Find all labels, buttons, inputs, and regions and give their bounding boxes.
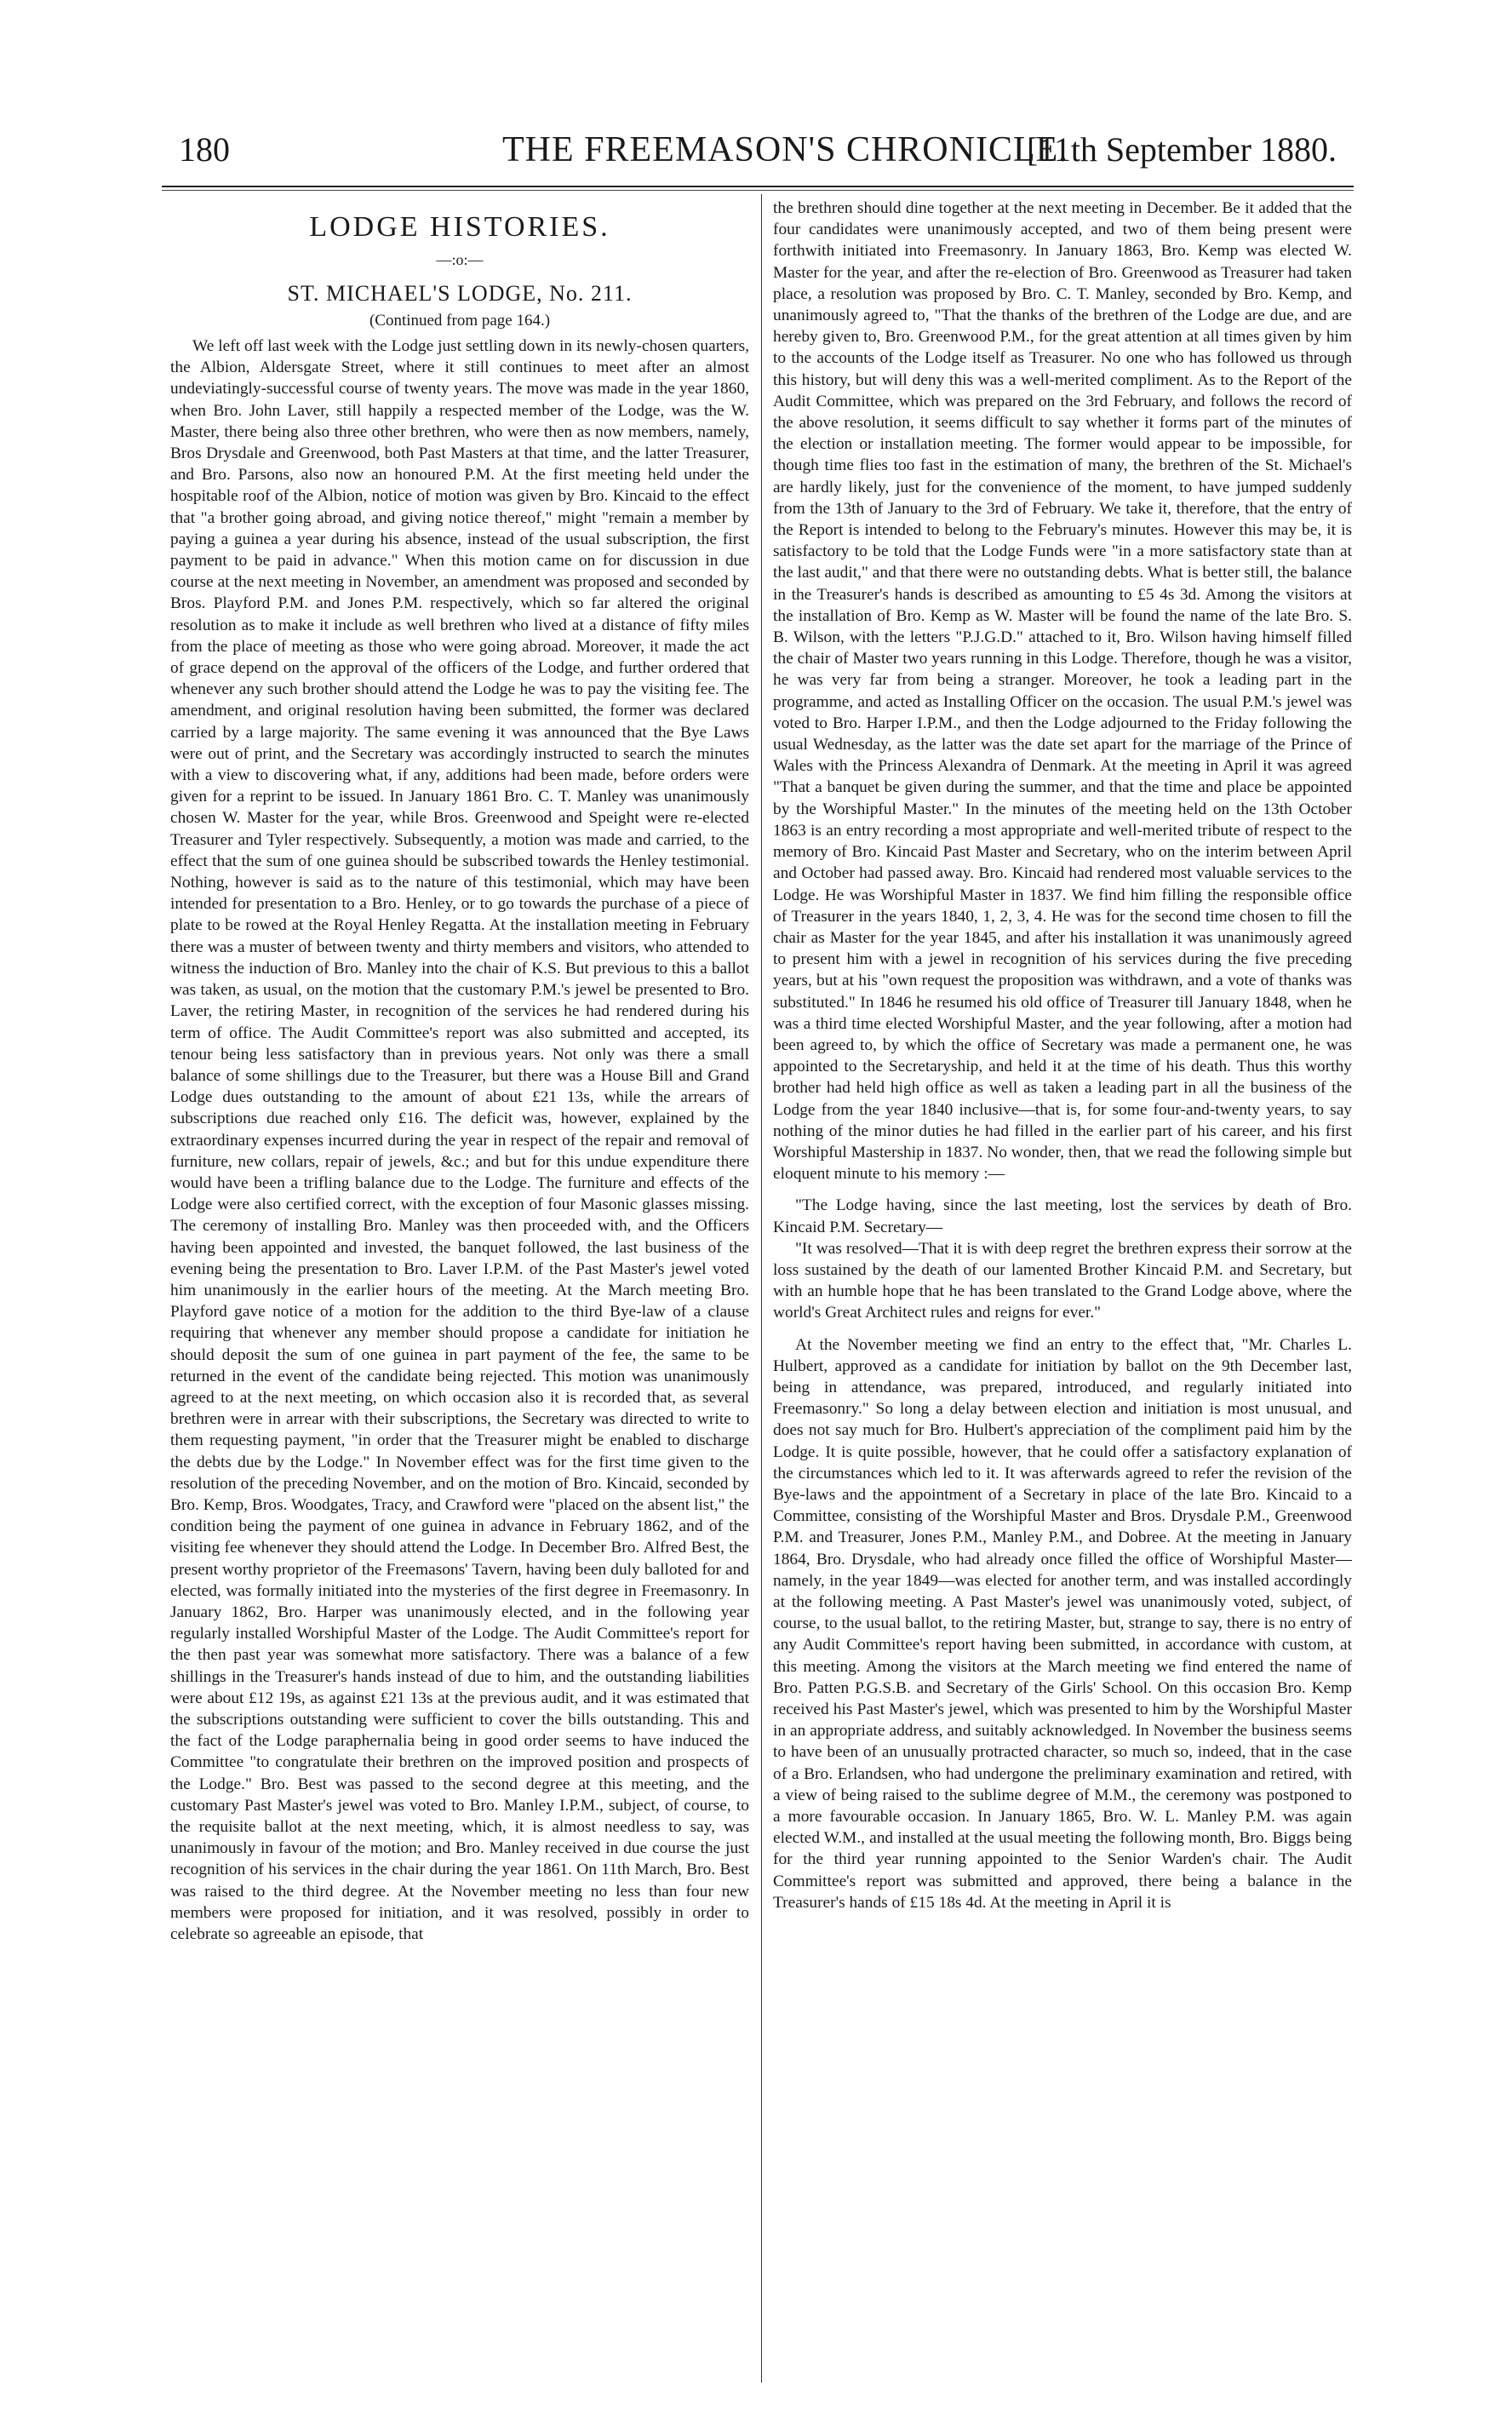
newspaper-title: THE FREEMASON'S CHRONICLE. — [502, 130, 1068, 169]
quote-paragraph: "The Lodge having, since the last meeting, lost the services by death of Bro. Kincaid P.M. Secretary— — [773, 1196, 1352, 1236]
article-paragraph: the brethren should dine together at the next meeting in December. Be it added that the four candidates were unanimously accepted, and two of them being present were forthwith initiated into Freemasonry. In January 1863, Bro. Kemp was elected W. Master for the year, and after the re-election of Bro. Greenwood as Treasurer had taken place, a resolution was proposed by Bro. C. T. Manley, seconded by Bro. Kemp, and unanimously agreed to, "That the thanks of the brethren of the Lodge are due, and are hereby given to, Bro. Greenwood P.M., for the great attention at all times given by him to the accounts of the Lodge itself as Treasurer. No one who has followed us through this history, but will deny this was a well-merited compliment. As to the Report of the Audit Committee, which was prepared on the 3rd February, and follows the record of the above resolution, it seems difficult to say whether it forms part of the minutes of the election or installation meeting. The former would appear to be impossible, for though time flies too fast in the estimation of many, the brethren of the St. Michael's are hardly likely, just for the convenience of the moment, to have jumped suddenly from the 13th of January to the 3rd of February. We take it, therefore, that the entry of the Report is intended to belong to the February's minutes. However this may be, it is satisfactory to be told that the Lodge Funds were "in a more satisfactory state than at the last audit," and that there were no outstanding debts. What is better still, the balance in the Treasurer's hands is described as amounting to £5 4s 3d. Among the visitors at the installation of Bro. Kemp as W. Master will be found the name of the late Bro. S. B. Wilson, with the letters "P.J.G.D." attached to it, Bro. Wilson having himself filled the chair of Master two years running in this Lodge. Therefore, though he was a visitor, he was very far from being a stranger. Moreover, he took a leading part in the programme, and acted as Installing Officer on the occasion. The usual P.M.'s jewel was voted to Bro. Harper I.P.M., and then the Lodge adjourned to the Friday following the usual Wednesday, as the latter was the date set apart for the marriage of the Prince of Wales with the Princess Alexandra of Denmark. At the meeting in April it was agreed "That a banquet be given during the summer, and that the time and place be appointed by the Worshipful Master." In the minutes of the meeting held on the 13th October 1863 is an entry recording a most appropriate and well-merited tribute of respect to the memory of Bro. Kincaid Past Master and Secretary, who on the interim between April and October had passed away. Bro. Kincaid had rendered most valuable services to the Lodge. He was Worshipful Master in 1837. We find him filling the responsible office of Treasurer in the years 1840, 1, 2, 3, 4. He was for the second time chosen to fill the chair as Master for the year 1845, and after his installation it was unanimously agreed to present him with a jewel in recognition of his services during the five preceding years, but at his "own request the proposition was withdrawn, and a vote of thanks was substituted." In 1846 he resumed his old office of Treasurer till January 1848, when he was a third time elected Worshipful Master, and the year following, after a motion had been agreed to, by which the office of Secretary was made a permanent one, he was appointed to the Secretaryship, and held it at the time of his death. Thus this worthy brother had held high office as well as taken a leading part in all the business of the Lodge from the year 1840 inclusive—that is, for some four-and-twenty years, to say nothing of the minor duties he had filled in the earlier part of his career, and his first Worshipful Mastership in 1837. No wonder, then, that we read the following simple but eloquent minute to his memory :— — [773, 199, 1352, 1184]
issue-date: [11th September 1880. — [1026, 130, 1337, 169]
column-divider — [761, 194, 762, 2383]
article-paragraph: At the November meeting we find an entry to the effect that, "Mr. Charles L. Hulbert, approved as a candidate for initiation by ballot on the 9th December last, being in attendance, was prepared, introduced, and regularly initiated into Freemasonry." So long a delay between election and initiation is most unusual, and does not say much for Bro. Hulbert's appreciation of the compliment paid him by the Lodge. It is quite possible, however, that he could offer a satisfactory explanation of the circumstances which led to it. It was afterwards agreed to refer the revision of the Bye-laws and the appointment of a Secretary in place of the late Bro. Kincaid to a Committee, consisting of the Worshipful Master and Bros. Drysdale P.M., Greenwood P.M. and Treasurer, Jones P.M., Manley P.M., and Dobree. At the meeting in January 1864, Bro. Drysdale, who had already once filled the office of Worshipful Master—namely, in the year 1849—was elected for another term, and was installed accordingly at the following meeting. A Past Master's jewel was unanimously voted, subject, of course, to the usual ballot, to the retiring Master, but, strange to say, there is no entry of any Audit Committee's report having been submitted, in accordance with custom, at this meeting. Among the visitors at the March meeting we find entered the name of Bro. Patten P.G.S.B. and Secretary of the Girls' School. On this occasion Bro. Kemp received his Past Master's jewel, which was presented to him by the Worshipful Master in an appropriate address, and suitably acknowledged. In November the business seems to have been of an unusually protracted character, so much so, indeed, that in the case of a Bro. Erlandsen, who had undergone the preliminary examination and retired, with a view of being raised to the sublime degree of M.M., the ceremony was postponed to a more favourable occasion. In January 1865, Bro. W. L. Manley P.M. was again elected W.M., and installed at the usual meeting the following month, Bro. Biggs being for the third year running appointed to the Senior Warden's chair. The Audit Committee's report was submitted and approved, there being a balance in the Treasurer's hands of £15 18s 4d. At the meeting in April it is — [773, 1335, 1352, 1912]
left-column — [170, 198, 749, 2377]
memorial-minute — [773, 1195, 1352, 1323]
continued-note: (Continued from page 164.) — [369, 312, 551, 330]
quote-paragraph: "It was resolved—That it is with deep regret the brethren express their sorrow at the loss sustained by the death of our lamented Brother Kincaid P.M. and Secretary, but with an humble hope that he has been translated to the Grand Lodge above, where the world's Great Architect rules and reigns for ever." — [773, 1239, 1352, 1322]
lodge-name: ST. MICHAEL'S LODGE, No. 211. — [287, 281, 633, 306]
section-title: LODGE HISTORIES. — [309, 211, 610, 243]
article-paragraph: We left off last week with the Lodge just settling down in its newly-chosen quarters, the Albion, Aldersgate Street, where it still continues to meet after an almost undeviatingly-successful course of twenty years. The move was made in the year 1860, when Bro. John Laver, still happily a respected member of the Lodge, was the W. Master, there being also three other brethren, who were then as now members, namely, Bros Drysdale and Greenwood, both Past Masters at that time, and the latter Treasurer, and Bro. Parsons, also now an honoured P.M. At the first meeting held under the hospitable roof of the Albion, notice of motion was given by Bro. Kincaid to the effect that "a brother going abroad, and giving notice thereof," might "remain a member by paying a guinea a year during his absence, instead of the usual subscription, the first payment to be paid in advance." When this motion came on for discussion in due course at the next meeting in November, an amendment was proposed and seconded by Bros. Playford P.M. and Jones P.M. respectively, which so far altered the original resolution as to make it include as well brethren who lived at a distance of fifty miles from the place of meeting as those who were going abroad. Moreover, it made the act of grace depend on the approval of the officers of the Lodge, and further ordered that whenever any such brother should attend the Lodge he was to pay the visiting fee. The amendment, and original resolution having been submitted, the former was declared carried by a large majority. The same evening it was announced that the Bye Laws were out of print, and the Secretary was accordingly instructed to search the minutes with a view to discovering what, if any, additions had been made, before orders were given for a reprint to be issued. In January 1861 Bro. C. T. Manley was unanimously chosen W. Master for the year, while Bros. Greenwood and Speight were re-elected Treasurer and Tyler respectively. Subsequently, a motion was made and carried, to the effect that the sum of one guinea should be subscribed towards the Henley testimonial. Nothing, however is said as to the nature of this testimonial, which may have been intended for presentation to a Bro. Henley, or to go towards the purchase of a piece of plate to be rowed at the Royal Henley Regatta. At the installation meeting in February there was a muster of between twenty and thirty members and visitors, who attended to witness the induction of Bro. Manley into the chair of K.S. But previous to this a ballot was taken, as usual, on the motion that the customary P.M.'s jewel be presented to Bro. Laver, the retiring Master, in recognition of the services he had rendered during his term of office. The Audit Committee's report was also submitted and accepted, its tenour being less satisfactory than in previous years. Not only was there a small balance of some shillings due to the Treasurer, but there was a House Bill and Grand Lodge dues outstanding to the amount of about £21 13s, while the arrears of subscriptions due reached only £16. The deficit was, however, explained by the extraordinary expenses incurred during the year in respect of the repair and removal of furniture, new collars, repair of jewels, &c.; and but for this undue expenditure there would have been a trifling balance due to the Lodge. The furniture and effects of the Lodge were also certified correct, with the exception of four Masonic glasses missing. The ceremony of installing Bro. Manley was then proceeded with, and the Officers having been appointed and invested, the banquet followed, the last business of the evening being the presentation to Bro. Laver I.P.M. of the Past Master's jewel voted him unanimously in the earlier hours of the meeting. At the March meeting Bro. Playford gave notice of a motion for the addition to the third Bye-law of a clause requiring that whenever any member should propose a candidate for initiation he should deposit the sum of one guinea in part payment of the fee, the same to be returned in the event of the candidate being rejected. This motion was unanimously agreed to at the next meeting, on which occasion also it is recorded that, as several brethren were in arrear with their subscriptions, the Secretary was directed to write to them requesting payment, "in order that the Treasurer might be enabled to discharge the debts due by the Lodge." In November effect was for the first time given to the resolution of the preceding November, and on the motion of Bro. Kincaid, seconded by Bro. Kemp, Bros. Woodgates, Tracy, and Crawford were "placed on the absent list," the condition being the payment of one guinea in advance in February 1862, and of the visiting fee whenever they should attend the Lodge. In December Bro. Alfred Best, the present worthy proprietor of the Freemasons' Tavern, having been duly balloted for and elected, was formally initiated into the mysteries of the first degree in Freemasonry. In January 1862, Bro. Harper was unanimously elected, and in the following year regularly installed Worshipful Master of the Lodge. The Audit Committee's report for the then past year was somewhat more satisfactory. There was a balance of a few shillings in the Treasurer's hands instead of due to him, and the outstanding liabilities were about £12 19s, as against £21 13s at the previous audit, and it was estimated that the subscriptions outstanding were sufficient to cover the bills outstanding. This and the fact of the Lodge paraphernalia being in good order seems to have induced the Committee "to congratulate their brethren on the improved position and prospects of the Lodge." Bro. Best was passed to the second degree at this meeting, and the customary Past Master's jewel was voted to Bro. Manley I.P.M., subject, of course, to the requisite ballot at the next meeting, which, it is almost needless to say, was unanimously in favour of the motion; and Bro. Manley received in due course the just recognition of his services in the chair during the year 1861. On 11th March, Bro. Best was raised to the third degree. At the November meeting no less than four new members were proposed for initiation, and it was resolved, possibly in order to celebrate so agreeable an episode, that — [170, 337, 749, 1944]
page-number: 180 — [179, 130, 230, 169]
header-rule-thin — [162, 190, 1354, 191]
right-column — [773, 198, 1352, 2377]
header-rule — [162, 186, 1354, 187]
section-separator: —:o:— — [436, 251, 484, 268]
